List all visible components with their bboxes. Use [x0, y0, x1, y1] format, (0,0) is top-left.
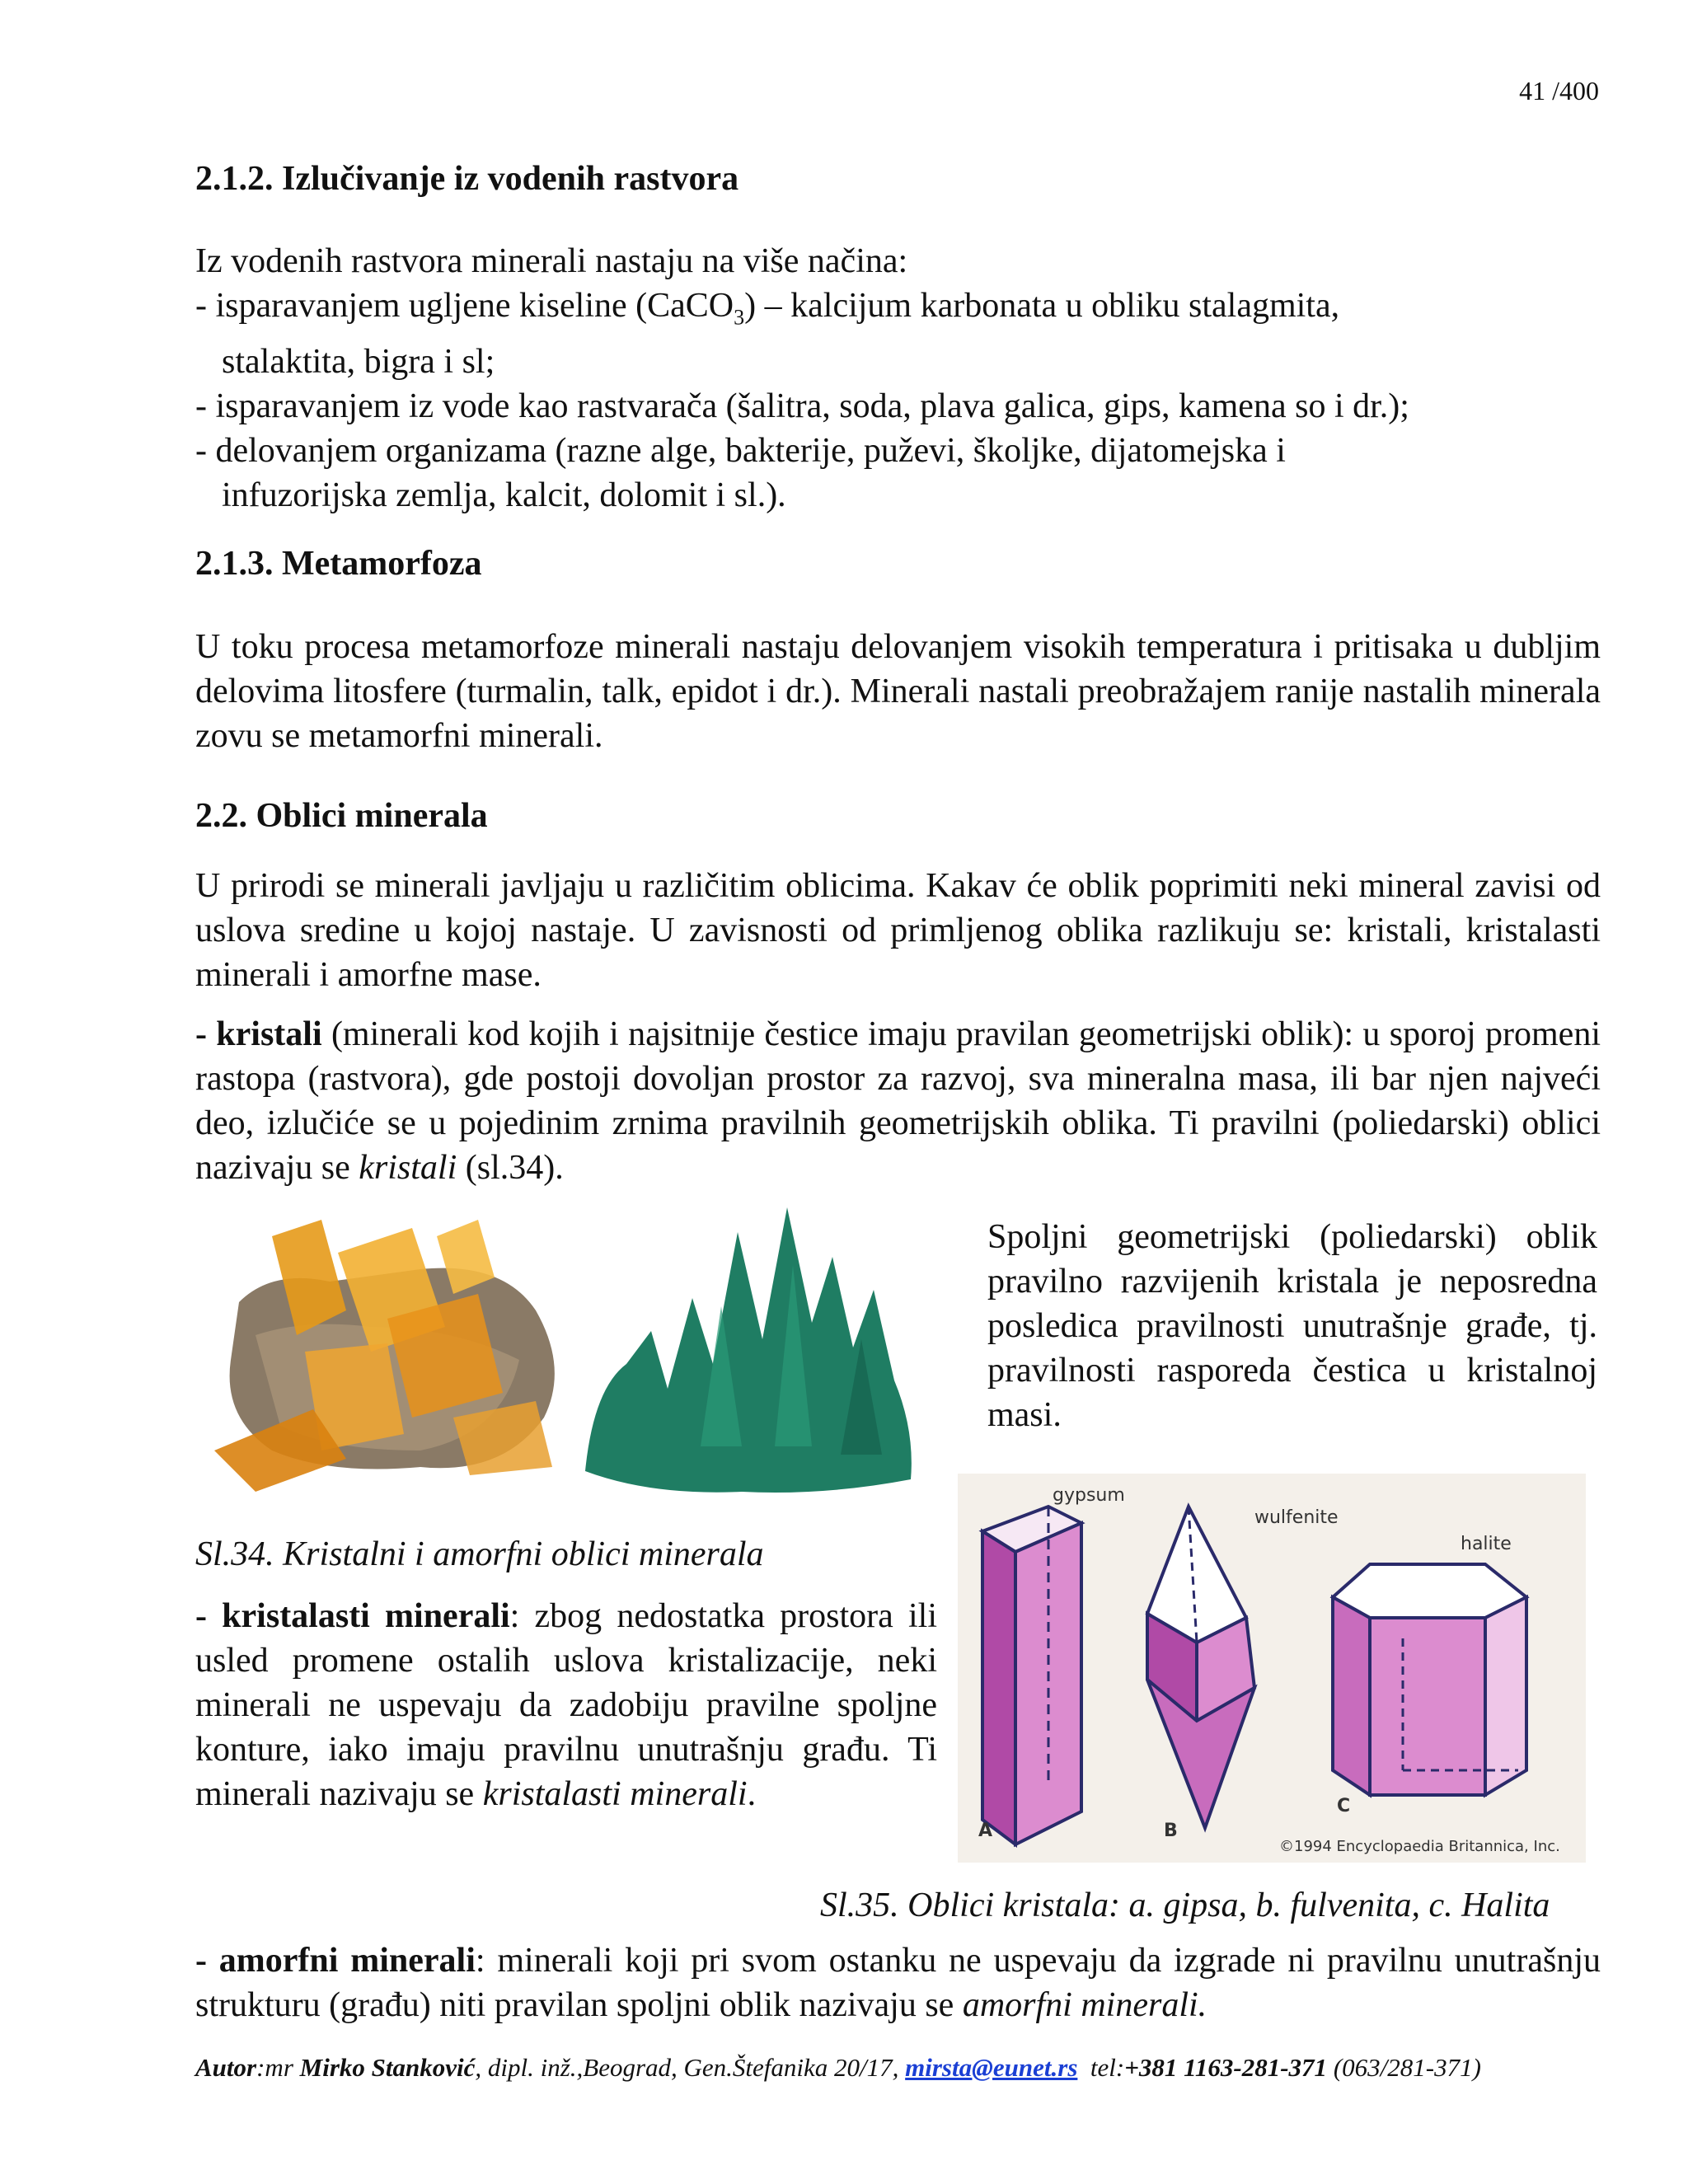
bullet-3-cont: infuzorijska zemlja, kalcit, dolomit i sl.).	[222, 476, 786, 515]
letter-c: C	[1337, 1796, 1351, 1816]
footer-author-name: Mirko Stanković	[299, 2053, 476, 2082]
kristali-term: - kristali	[195, 1015, 322, 1053]
gypsum-label: gypsum	[1053, 1485, 1125, 1506]
bullet-1-sub: 3	[734, 305, 745, 330]
amorfni-paragraph	[195, 1938, 1601, 2027]
bullet-1-post: ) – kalcijum karbonata u obliku stalagmita,	[744, 287, 1340, 325]
intro-line: Iz vodenih rastvora minerali nastaju na više načina:	[195, 242, 908, 280]
kristali-paragraph	[195, 1012, 1601, 1190]
kristali-text: (minerali kod kojih i najsitnije čestice imaju pravilan geometrijski oblik): u sporoj promeni rastopa (rastvora), gde postoji dovoljan prostor za razvoj, sva mineralna masa, ili bar njen najveći deo, izlučiće se u pojedinim zrnima pravilnih geometrijskih oblika. Ti pravilni (poliedarski) oblici nazivaju se	[195, 1015, 1601, 1187]
wulfenite-label: wulfenite	[1254, 1507, 1339, 1528]
gypsum-crystal	[982, 1507, 1081, 1844]
kristalasti-paragraph	[195, 1594, 937, 1816]
crystal-forms-figure	[958, 1474, 1586, 1863]
heading-2-1-2: 2.1.2. Izlučivanje iz vodenih rastvora	[195, 160, 739, 198]
footer-address: , dipl. inž.,Beograd, Gen.Štefanika 20/17,	[475, 2053, 906, 2082]
wulfenite-photo	[206, 1203, 585, 1500]
metamorfoza-paragraph: U toku procesa metamorfoze minerali nastaju delovanjem visokih temperatura i pritisaka u dubljim delovima litosfere (turmalin, talk, epidot i dr.). Minerali nastali preobražajem ranije nastalih minerala zovu se metamorfni minerali.	[195, 628, 1601, 755]
page-number: 41 /400	[1519, 76, 1599, 105]
footer-phone: +381 1163-281-371	[1124, 2053, 1328, 2082]
malachite-illustration	[577, 1199, 923, 1500]
footer-tel-label: tel:	[1077, 2053, 1125, 2082]
caption-sl-35: Sl.35. Oblici kristala: a. gipsa, b. fulvenita, c. Halita	[820, 1886, 1550, 1924]
halite-label: halite	[1461, 1534, 1512, 1554]
kristalasti-term: - kristalasti minerali	[195, 1597, 510, 1635]
footer-autor-label: Autor	[195, 2053, 257, 2082]
kristalasti-text: : zbog nedostatka prostora ili usled promene ostalih uslova kristalizacije, neki minerali ne uspevaju da zadobiju pravilne spoljne konture, iako imaju pravilnu unutrašnju građu. Ti minerali nazivaju se	[195, 1597, 937, 1813]
amorfni-italic: amorfni minerali.	[962, 1986, 1207, 2024]
letter-a: A	[978, 1821, 993, 1841]
bullet-1	[195, 284, 1601, 340]
kristali-end: (sl.34).	[457, 1149, 564, 1187]
amorfni-term: - amorfni minerali	[195, 1942, 476, 1980]
wulfenite-crystal	[1147, 1507, 1254, 1828]
bullet-3: - delovanjem organizama (razne alge, bakterije, puževi, školjke, dijatomejska i	[195, 432, 1286, 471]
bullet-1-pre: - isparavanjem ugljene kiseline (CaCO	[195, 287, 734, 325]
halite-crystal	[1333, 1564, 1526, 1795]
kristalasti-end: .	[747, 1775, 757, 1813]
crystal-forms-illustration	[958, 1474, 1586, 1863]
bullet-1-cont: stalaktita, bigra i sl;	[222, 343, 495, 382]
bullet-2: - isparavanjem iz vode kao rastvarača (šalitra, soda, plava galica, gips, kamena so i dr.);	[195, 387, 1409, 426]
page-footer	[195, 2053, 1580, 2083]
letter-b: B	[1164, 1821, 1178, 1841]
section-2-1-2-body	[195, 239, 1601, 518]
heading-2-2: 2.2. Oblici minerala	[195, 797, 488, 835]
footer-autor-pre: :mr	[256, 2053, 300, 2082]
amorfni-text: : minerali koji pri svom ostanku ne uspevaju da izgrade ni pravilnu unutrašnju strukturu (građu) niti pravilan spoljni oblik nazivaju se	[195, 1942, 1601, 2024]
caption-sl-34: Sl.34. Kristalni i amorfni oblici minerala	[195, 1535, 764, 1573]
kristali-italic: kristali	[359, 1149, 457, 1187]
footer-phone-mobile: (063/281-371)	[1327, 2053, 1481, 2082]
heading-2-1-3: 2.1.3. Metamorfoza	[195, 545, 482, 583]
wulfenite-illustration	[206, 1203, 585, 1500]
oblici-paragraph: U prirodi se minerali javljaju u različitim oblicima. Kakav će oblik poprimiti neki mineral zavisi od uslova sredine u kojoj nastaje. U zavisnosti od primljenog oblika razlikuju se: kristali, kristalasti minerali i amorfne mase.	[195, 867, 1601, 994]
britannica-copyright: ©1994 Encyclopaedia Britannica, Inc.	[1279, 1838, 1560, 1855]
crystal-shape-paragraph: Spoljni geometrijski (poliedarski) oblik pravilno razvijenih kristala je neposredna posledica pravilnosti unutrašnje građe, tj. pravilnosti rasporeda čestica u kristalnoj masi.	[987, 1218, 1597, 1434]
footer-email-link[interactable]: mirsta@eunet.rs	[905, 2053, 1078, 2082]
malachite-photo	[577, 1199, 923, 1500]
kristalasti-italic: kristalasti minerali	[482, 1775, 748, 1813]
